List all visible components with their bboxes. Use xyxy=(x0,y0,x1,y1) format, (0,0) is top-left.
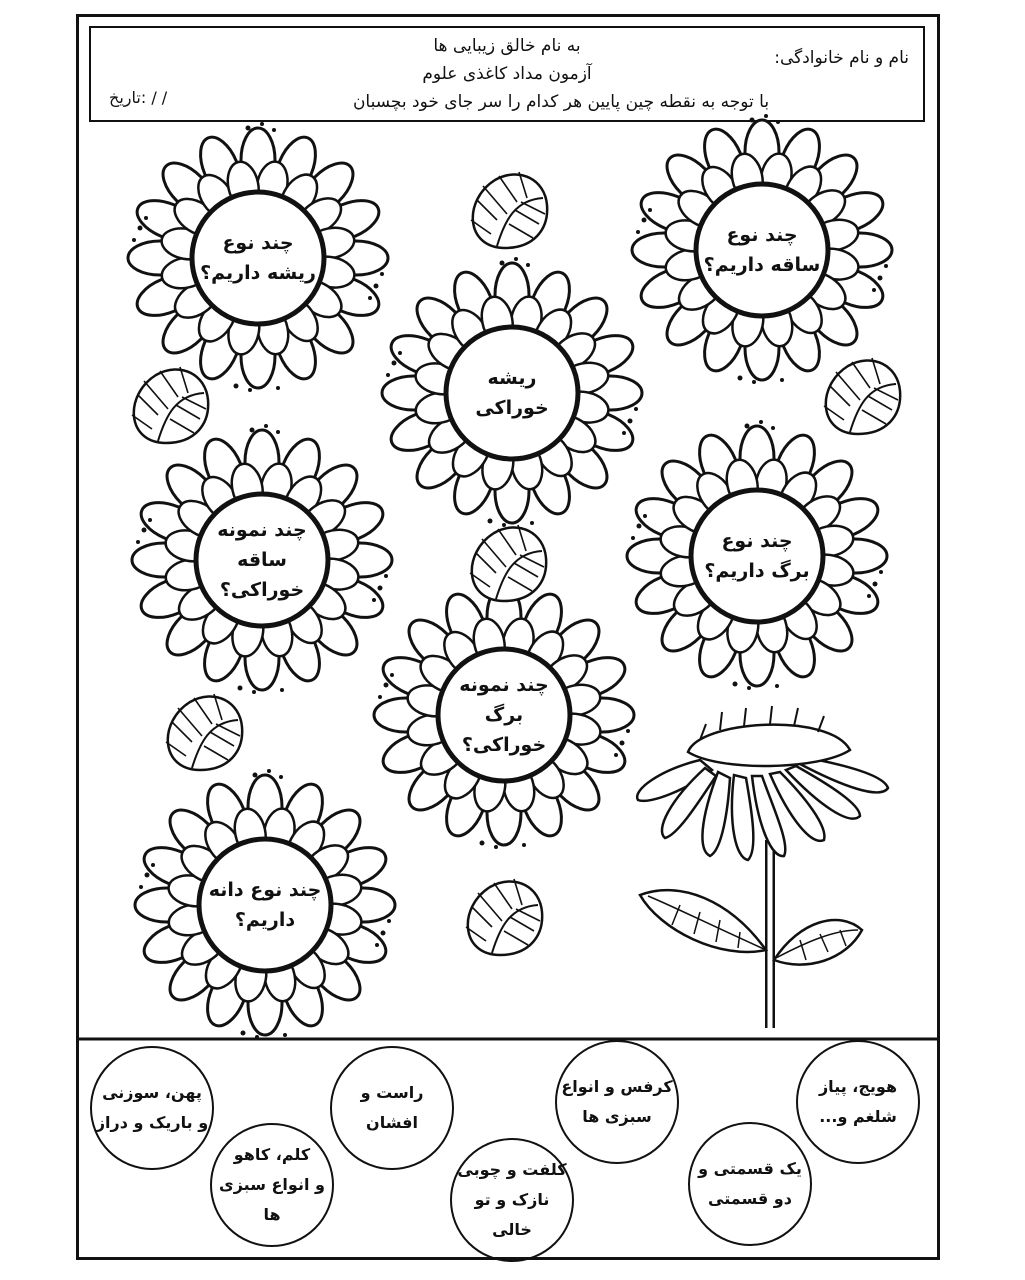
page-title: به نام خالق زیبایی ها xyxy=(433,36,581,56)
answer-circle[interactable]: کلم، کاهو و انواع سبزی ها xyxy=(210,1123,334,1247)
answer-circle[interactable]: کرفس و انواع سبزی ها xyxy=(555,1040,679,1164)
name-field-label[interactable]: نام و نام خانوادگی: xyxy=(774,48,909,68)
answer-circle[interactable]: یک قسمتی و دو قسمتی xyxy=(688,1122,812,1246)
instruction-text: با توجه به نقطه چین پایین هر کدام را سر جای خود بچسبان xyxy=(352,92,770,112)
question-edible-stems: چند نمونه ساقه خوراکی؟ xyxy=(217,519,307,601)
answer-circle[interactable]: پهن، سوزنی و باریک و دراز xyxy=(90,1046,214,1170)
answer-circle[interactable]: هویج، پیاز شلغم و... xyxy=(796,1040,920,1164)
daisy-illustration xyxy=(637,706,888,1028)
question-roots: چند نوع ریشه داریم؟ xyxy=(200,232,316,284)
question-stems: چند نوع ساقه داریم؟ xyxy=(703,224,821,276)
leaf-decoration xyxy=(132,367,208,443)
question-seeds: چند نوع دانه داریم؟ xyxy=(208,879,322,931)
leaf-decoration xyxy=(471,172,547,248)
question-edible-leaves: چند نمونه برگ خوراکی؟ xyxy=(459,674,549,756)
answer-circle[interactable]: راست و افشان xyxy=(330,1046,454,1170)
leaf-decoration xyxy=(470,525,546,601)
answer-circle[interactable]: کلفت و چوبی نازک و تو خالی xyxy=(450,1138,574,1262)
leaf-decoration xyxy=(824,358,900,434)
leaf-decoration xyxy=(466,879,542,955)
question-leaves: چند نوع برگ داریم؟ xyxy=(704,530,810,582)
date-field-label[interactable]: تاریخ: / / xyxy=(109,88,168,107)
leaf-decoration xyxy=(166,694,242,770)
page-subtitle: آزمون مداد کاغذی علوم xyxy=(422,64,592,84)
question-edible-roots: ریشه خوراکی xyxy=(475,367,549,419)
